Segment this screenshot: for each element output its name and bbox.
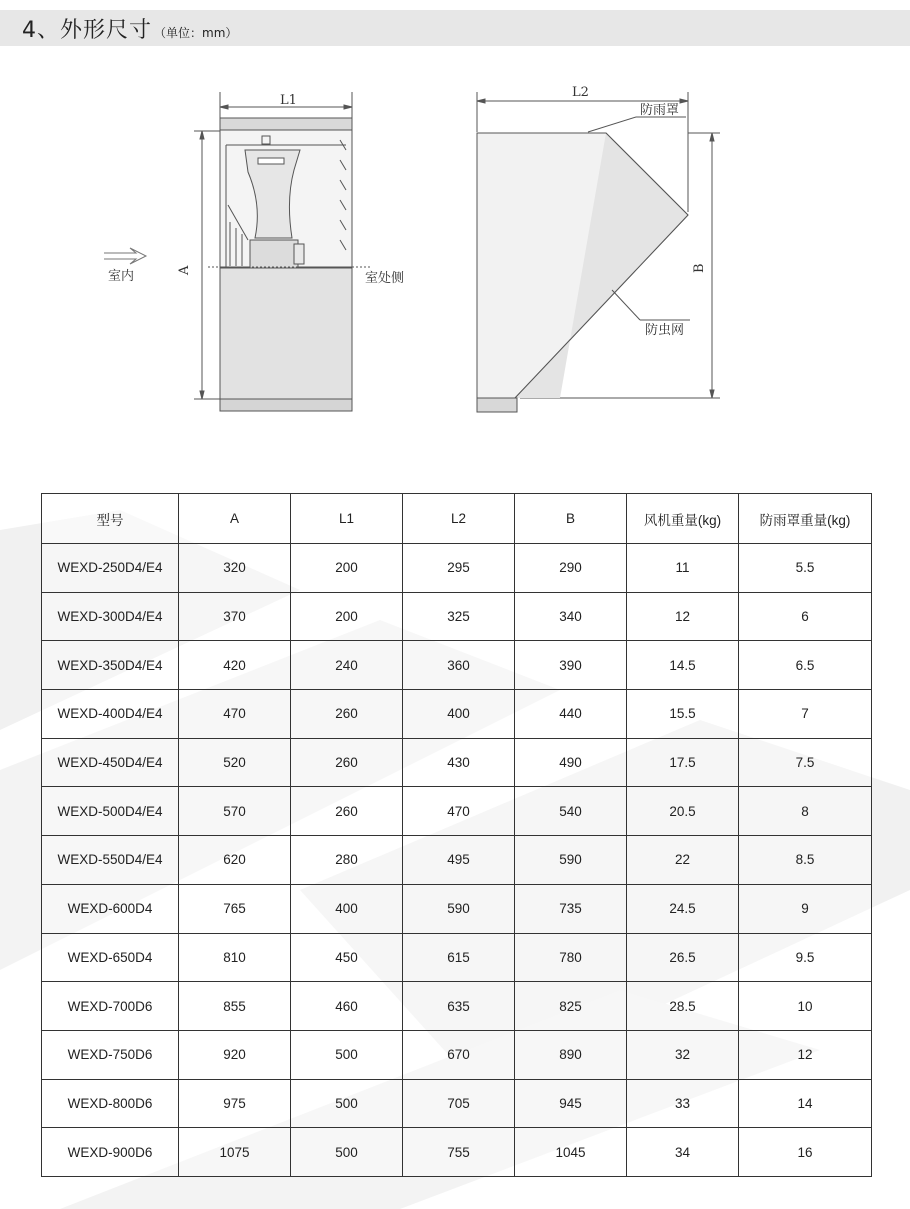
table-row	[42, 836, 872, 885]
cell-a: 620	[179, 836, 291, 885]
cell-l2: 755	[403, 1128, 515, 1177]
cell-fan-weight: 15.5	[627, 690, 739, 739]
table-row	[42, 690, 872, 739]
cell-cover-weight: 9	[739, 884, 872, 933]
cell-cover-weight: 7.5	[739, 738, 872, 787]
cell-l1: 500	[291, 1079, 403, 1128]
cell-fan-weight: 26.5	[627, 933, 739, 982]
cell-cover-weight: 9.5	[739, 933, 872, 982]
cell-b: 340	[515, 592, 627, 641]
table-row	[42, 1079, 872, 1128]
table-row	[42, 544, 872, 593]
table-row	[42, 641, 872, 690]
cell-l1: 280	[291, 836, 403, 885]
cell-a: 855	[179, 982, 291, 1031]
cell-cover-weight: 14	[739, 1079, 872, 1128]
col-header-l2: L2	[403, 494, 515, 544]
cell-fan-weight: 32	[627, 1030, 739, 1079]
cell-cover-weight: 10	[739, 982, 872, 1031]
dim-a-label: A	[177, 265, 192, 275]
table-row	[42, 933, 872, 982]
table-row	[42, 884, 872, 933]
cell-fan-weight: 12	[627, 592, 739, 641]
table-row	[42, 1030, 872, 1079]
label-indoor: 室内	[108, 269, 135, 284]
col-header-model: 型号	[42, 494, 179, 544]
cell-model: WEXD-650D4	[42, 933, 179, 982]
cell-l2: 495	[403, 836, 515, 885]
cell-model: WEXD-350D4/E4	[42, 641, 179, 690]
cell-fan-weight: 34	[627, 1128, 739, 1177]
cell-fan-weight: 11	[627, 544, 739, 593]
table-row	[42, 1128, 872, 1177]
table-row	[42, 738, 872, 787]
cell-a: 320	[179, 544, 291, 593]
cell-l1: 500	[291, 1128, 403, 1177]
table-row	[42, 787, 872, 836]
cell-a: 420	[179, 641, 291, 690]
cell-l2: 590	[403, 884, 515, 933]
cell-model: WEXD-900D6	[42, 1128, 179, 1177]
cell-cover-weight: 16	[739, 1128, 872, 1177]
cell-a: 920	[179, 1030, 291, 1079]
cell-model: WEXD-800D6	[42, 1079, 179, 1128]
cell-l1: 260	[291, 690, 403, 739]
unit-note: （单位：mm）	[154, 26, 238, 40]
cell-a: 520	[179, 738, 291, 787]
cell-fan-weight: 22	[627, 836, 739, 885]
cell-l2: 295	[403, 544, 515, 593]
cell-b: 890	[515, 1030, 627, 1079]
cell-model: WEXD-450D4/E4	[42, 738, 179, 787]
cell-b: 490	[515, 738, 627, 787]
cell-l1: 450	[291, 933, 403, 982]
side-view-drawing	[104, 92, 370, 411]
cell-model: WEXD-750D6	[42, 1030, 179, 1079]
cell-l1: 500	[291, 1030, 403, 1079]
dim-l2-label: L2	[572, 85, 589, 100]
dim-b-label: B	[692, 263, 707, 273]
cell-model: WEXD-600D4	[42, 884, 179, 933]
cell-l1: 200	[291, 544, 403, 593]
cell-b: 735	[515, 884, 627, 933]
cell-cover-weight: 5.5	[739, 544, 872, 593]
cell-l2: 470	[403, 787, 515, 836]
cell-cover-weight: 8.5	[739, 836, 872, 885]
cell-b: 540	[515, 787, 627, 836]
cell-l2: 430	[403, 738, 515, 787]
label-insect-net: 防虫网	[645, 323, 685, 338]
cell-b: 825	[515, 982, 627, 1031]
rain-cover-drawing	[477, 92, 720, 412]
cell-cover-weight: 8	[739, 787, 872, 836]
cell-l2: 615	[403, 933, 515, 982]
table-row	[42, 592, 872, 641]
cell-a: 1075	[179, 1128, 291, 1177]
cell-l1: 240	[291, 641, 403, 690]
label-rain-cover: 防雨罩	[640, 103, 680, 118]
col-header-a: A	[179, 494, 291, 544]
cell-b: 290	[515, 544, 627, 593]
cell-cover-weight: 12	[739, 1030, 872, 1079]
table-header-row	[42, 494, 872, 544]
dim-l1-label: L1	[280, 93, 297, 108]
cell-l1: 260	[291, 787, 403, 836]
col-header-b: B	[515, 494, 627, 544]
cell-fan-weight: 20.5	[627, 787, 739, 836]
cell-l2: 400	[403, 690, 515, 739]
cell-fan-weight: 28.5	[627, 982, 739, 1031]
cell-cover-weight: 6	[739, 592, 872, 641]
cell-model: WEXD-700D6	[42, 982, 179, 1031]
cell-b: 390	[515, 641, 627, 690]
cell-a: 470	[179, 690, 291, 739]
cell-l2: 360	[403, 641, 515, 690]
cell-b: 440	[515, 690, 627, 739]
dimension-drawing	[0, 0, 910, 470]
cell-cover-weight: 7	[739, 690, 872, 739]
cell-model: WEXD-550D4/E4	[42, 836, 179, 885]
cell-model: WEXD-500D4/E4	[42, 787, 179, 836]
section-title-text: 4、外形尺寸	[22, 18, 152, 43]
cell-l2: 325	[403, 592, 515, 641]
col-header-cover-weight: 防雨罩重量(kg)	[739, 494, 872, 544]
cell-l1: 460	[291, 982, 403, 1031]
cell-l2: 705	[403, 1079, 515, 1128]
cell-cover-weight: 6.5	[739, 641, 872, 690]
col-header-fan-weight: 风机重量(kg)	[627, 494, 739, 544]
cell-b: 945	[515, 1079, 627, 1128]
spec-table	[41, 493, 872, 1177]
cell-l2: 635	[403, 982, 515, 1031]
cell-a: 765	[179, 884, 291, 933]
cell-a: 975	[179, 1079, 291, 1128]
cell-b: 1045	[515, 1128, 627, 1177]
cell-fan-weight: 24.5	[627, 884, 739, 933]
cell-model: WEXD-250D4/E4	[42, 544, 179, 593]
label-outdoor: 室处侧	[365, 271, 405, 286]
cell-model: WEXD-400D4/E4	[42, 690, 179, 739]
cell-a: 570	[179, 787, 291, 836]
cell-b: 590	[515, 836, 627, 885]
cell-l1: 200	[291, 592, 403, 641]
cell-a: 810	[179, 933, 291, 982]
cell-fan-weight: 33	[627, 1079, 739, 1128]
cell-fan-weight: 14.5	[627, 641, 739, 690]
cell-b: 780	[515, 933, 627, 982]
cell-l1: 260	[291, 738, 403, 787]
cell-fan-weight: 17.5	[627, 738, 739, 787]
col-header-l1: L1	[291, 494, 403, 544]
cell-l1: 400	[291, 884, 403, 933]
table-row	[42, 982, 872, 1031]
cell-l2: 670	[403, 1030, 515, 1079]
cell-model: WEXD-300D4/E4	[42, 592, 179, 641]
cell-a: 370	[179, 592, 291, 641]
